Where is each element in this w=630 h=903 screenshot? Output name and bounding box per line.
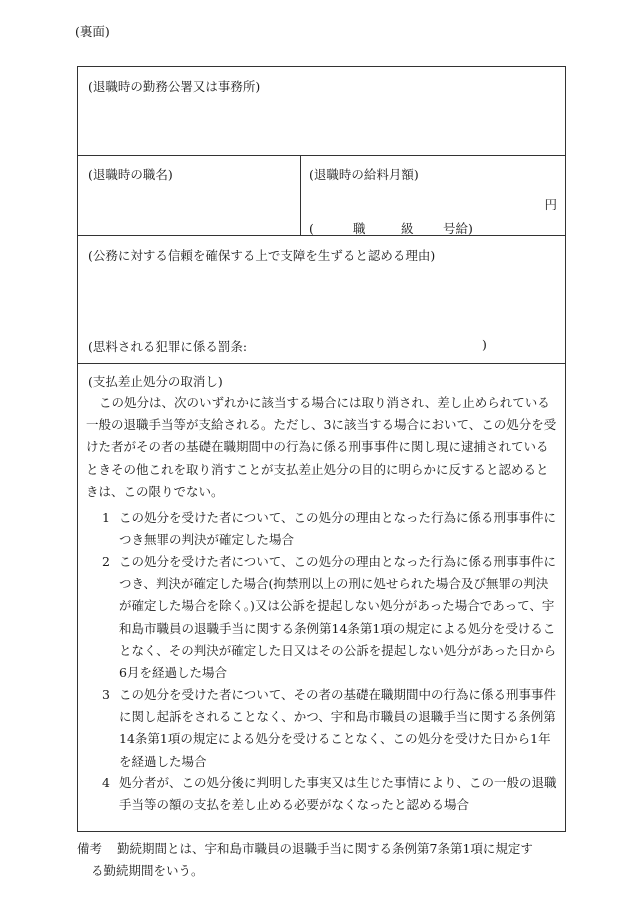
list-item-1	[86, 507, 558, 551]
office-section	[78, 67, 565, 156]
salary-unit: 円	[544, 197, 557, 212]
post-label: (退職時の職名)	[88, 167, 173, 182]
salary-grade-line	[309, 219, 473, 237]
list-item-3	[86, 684, 558, 773]
item-number: 2	[102, 554, 110, 569]
item-text: この処分を受けた者について、この処分の理由となった行為に係る刑事事件につき無罪の判決が確定した場合	[119, 510, 557, 548]
post-salary-section	[78, 156, 565, 236]
grade-kyu: 級	[401, 221, 414, 236]
grade-go: 号給)	[443, 221, 473, 236]
reason-section	[78, 236, 565, 364]
item-text: この処分を受けた者について、その者の基礎在職期間中の行為に係る刑事事件に関し起訴をされることなく、かつ、宇和島市職員の退職手当に関する条例第14条第1項の規定による処分を受けることなく、この処分を受けた日から1年を経過した場合	[119, 687, 557, 769]
cancel-intro: この処分は、次のいずれかに該当する場合には取り消され、差し止められている一般の退職手当等が支給される。ただし、3に該当する場合において、この処分を受けた者がその者の基礎在職期間中の行為に係る刑事事件に関し現に逮捕されているときその他これを取り消すことが支払差止処分の目的に明らかに反すると認めるときは、この限りでない。	[86, 395, 557, 499]
item-number: 4	[102, 775, 110, 790]
note-line-1: 勤続期間とは、宇和島市職員の退職手当に関する条例第7条第1項に規定す	[117, 841, 533, 856]
grade-open: (	[309, 221, 314, 236]
grade-shoku: 職	[353, 221, 366, 236]
item-number: 1	[102, 510, 110, 525]
penalty-label: (思料される犯罪に係る罰条:	[88, 339, 248, 354]
cancellation-section	[78, 364, 565, 832]
note-lead: 備考	[77, 841, 103, 856]
list-item-2	[86, 551, 558, 684]
item-text: この処分を受けた者について、この処分の理由となった行為に係る刑事事件につき、判決が確定した場合(拘禁刑以上の刑に処せられた場合及び無罪の判決が確定した場合を除く。)又は公訴を提起しない処分があった場合であって、宇和島市職員の退職手当に関する条例第14条第1項の規定による処分を受けることなく、その判決が確定した日又はその公訴を提起しない処分があった日から6月を経過した場合	[119, 554, 557, 681]
note-line-2: る勤続期間をいう。	[91, 863, 204, 878]
item-text: 処分者が、この処分後に判明した事実又は生じた事情により、この一般の退職手当等の額の支払を差し止める必要がなくなったと認める場合	[119, 775, 557, 813]
column-divider	[300, 156, 301, 235]
reason-label: (公務に対する信頼を確保する上で支障を生ずると認める理由)	[88, 248, 436, 263]
item-number: 3	[102, 687, 110, 702]
penalty-close: )	[482, 337, 487, 352]
page-side-label: (裏面)	[75, 24, 110, 39]
office-label: (退職時の勤務公署又は事務所)	[88, 79, 261, 94]
salary-label: (退職時の給料月額)	[309, 167, 419, 182]
disposition-form	[77, 66, 566, 832]
cancel-label: (支払差止処分の取消し)	[88, 374, 223, 389]
list-item-4	[86, 772, 558, 816]
footnote	[77, 838, 569, 882]
